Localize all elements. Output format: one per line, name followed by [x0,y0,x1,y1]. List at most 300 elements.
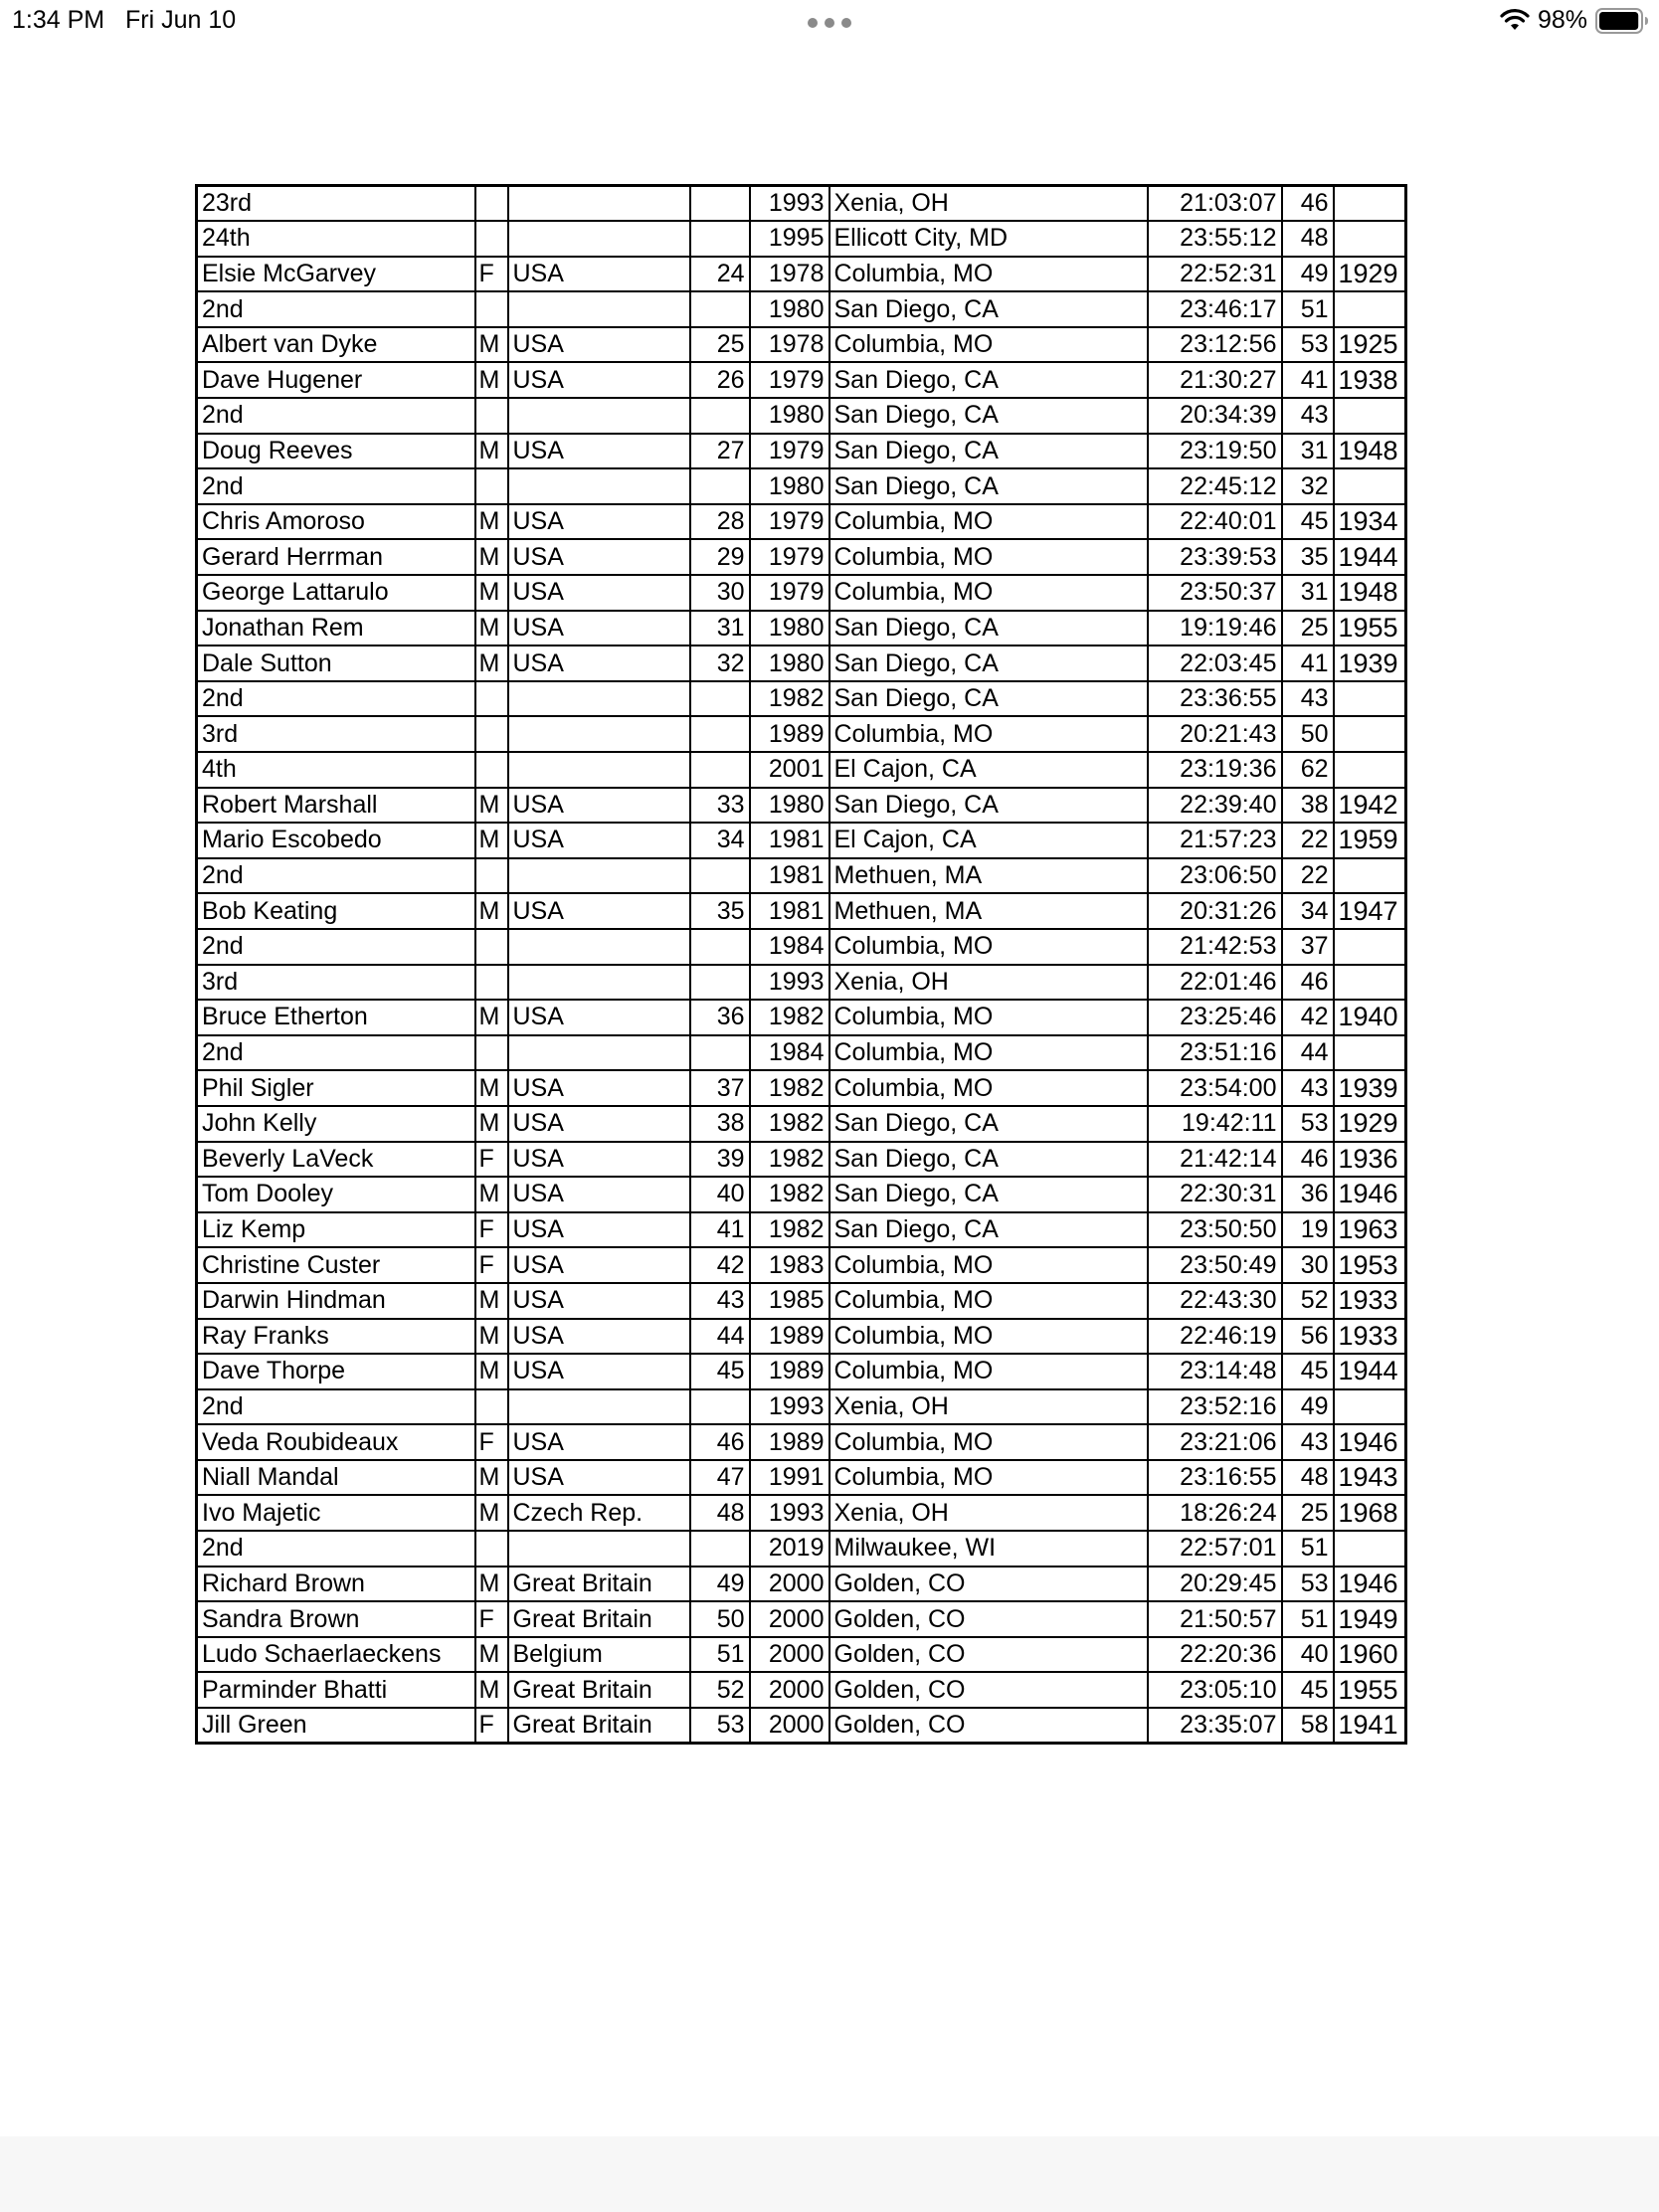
time-cell: 23:25:46 [1148,1000,1282,1035]
age-cell: 51 [1282,291,1334,327]
age-cell: 48 [1282,1460,1334,1496]
time-cell: 21:03:07 [1148,186,1282,222]
time-cell: 23:39:53 [1148,539,1282,575]
location-cell: Columbia, MO [830,575,1148,611]
year-cell: 1980 [750,645,830,681]
name-cell: Sandra Brown [197,1601,475,1637]
year-cell: 1978 [750,327,830,363]
time-cell: 23:16:55 [1148,1460,1282,1496]
year-cell: 1980 [750,788,830,824]
name-cell: Dave Hugener [197,362,475,398]
time-cell: 22:45:12 [1148,468,1282,504]
time-cell: 23:14:48 [1148,1354,1282,1389]
entry-number-cell: 45 [690,1354,750,1389]
age-cell: 48 [1282,221,1334,257]
sex-cell: M [475,504,508,540]
time-cell: 21:50:57 [1148,1601,1282,1637]
time-cell: 22:03:45 [1148,645,1282,681]
entry-number-cell [690,929,750,965]
time-cell: 23:50:50 [1148,1212,1282,1248]
time-cell: 22:57:01 [1148,1531,1282,1567]
year-cell: 1984 [750,1035,830,1071]
country-cell: USA [508,1319,690,1355]
year-cell: 1979 [750,362,830,398]
birth-year-cell: 1946 [1334,1567,1406,1602]
age-cell: 40 [1282,1637,1334,1673]
location-cell: Golden, CO [830,1567,1148,1602]
table-row [197,362,1406,398]
location-cell: San Diego, CA [830,468,1148,504]
year-cell: 2000 [750,1637,830,1673]
sex-cell: M [475,1495,508,1531]
table-row [197,468,1406,504]
sex-cell: M [475,611,508,646]
sex-cell: M [475,434,508,469]
sex-cell: M [475,1637,508,1673]
name-cell: 3rd [197,716,475,752]
year-cell: 1979 [750,539,830,575]
entry-number-cell [690,716,750,752]
time-cell: 21:42:14 [1148,1142,1282,1178]
birth-year-cell: 1959 [1334,823,1406,858]
multitasking-dots-icon[interactable] [808,18,851,28]
entry-number-cell [690,1035,750,1071]
year-cell: 1989 [750,1354,830,1389]
table-row [197,504,1406,540]
results-table [195,184,1407,1745]
age-cell: 22 [1282,858,1334,894]
age-cell: 53 [1282,1106,1334,1142]
sex-cell: F [475,1424,508,1460]
year-cell: 1980 [750,291,830,327]
birth-year-cell: 1943 [1334,1460,1406,1496]
table-row [197,1106,1406,1142]
birth-year-cell: 1948 [1334,434,1406,469]
table-row [197,539,1406,575]
sex-cell: M [475,575,508,611]
table-row [197,1354,1406,1389]
country-cell: USA [508,1283,690,1319]
age-cell: 43 [1282,681,1334,717]
country-cell [508,186,690,222]
location-cell: Columbia, MO [830,257,1148,292]
sex-cell: F [475,1142,508,1178]
age-cell: 43 [1282,1424,1334,1460]
name-cell: 2nd [197,1531,475,1567]
country-cell: USA [508,327,690,363]
time-cell: 23:52:16 [1148,1389,1282,1425]
sex-cell [475,221,508,257]
name-cell: 2nd [197,858,475,894]
time-cell: 23:19:50 [1148,434,1282,469]
time-cell: 20:29:45 [1148,1567,1282,1602]
sex-cell: M [475,1000,508,1035]
year-cell: 1982 [750,1000,830,1035]
country-cell: USA [508,645,690,681]
entry-number-cell [690,468,750,504]
country-cell [508,291,690,327]
table-row [197,1460,1406,1496]
status-date: Fri Jun 10 [125,6,237,34]
year-cell: 1981 [750,893,830,929]
name-cell: Bob Keating [197,893,475,929]
birth-year-cell: 1968 [1334,1495,1406,1531]
year-cell: 1982 [750,1142,830,1178]
year-cell: 1989 [750,1319,830,1355]
time-cell: 23:50:49 [1148,1247,1282,1283]
country-cell: USA [508,257,690,292]
year-cell: 1979 [750,434,830,469]
birth-year-cell: 1946 [1334,1177,1406,1212]
entry-number-cell: 28 [690,504,750,540]
location-cell: Golden, CO [830,1637,1148,1673]
country-cell: Belgium [508,1637,690,1673]
time-cell: 23:21:06 [1148,1424,1282,1460]
sex-cell: M [475,645,508,681]
sex-cell: M [475,1567,508,1602]
year-cell: 1993 [750,186,830,222]
year-cell: 2019 [750,1531,830,1567]
name-cell: Bruce Etherton [197,1000,475,1035]
birth-year-cell [1334,221,1406,257]
entry-number-cell: 44 [690,1319,750,1355]
location-cell: Golden, CO [830,1672,1148,1708]
sex-cell: M [475,1177,508,1212]
sex-cell: M [475,1460,508,1496]
entry-number-cell [690,221,750,257]
name-cell: 2nd [197,398,475,434]
name-cell: Liz Kemp [197,1212,475,1248]
name-cell: Christine Custer [197,1247,475,1283]
location-cell: Columbia, MO [830,1283,1148,1319]
birth-year-cell [1334,186,1406,222]
age-cell: 45 [1282,504,1334,540]
location-cell: Golden, CO [830,1601,1148,1637]
location-cell: Columbia, MO [830,1070,1148,1106]
table-row [197,434,1406,469]
name-cell: Mario Escobedo [197,823,475,858]
entry-number-cell [690,858,750,894]
sex-cell: M [475,823,508,858]
age-cell: 62 [1282,752,1334,788]
age-cell: 52 [1282,1283,1334,1319]
table-row [197,1212,1406,1248]
birth-year-cell: 1940 [1334,1000,1406,1035]
sex-cell: M [475,327,508,363]
age-cell: 36 [1282,1177,1334,1212]
table-row [197,1070,1406,1106]
year-cell: 1982 [750,1212,830,1248]
location-cell: Columbia, MO [830,1354,1148,1389]
time-cell: 21:30:27 [1148,362,1282,398]
birth-year-cell [1334,929,1406,965]
age-cell: 53 [1282,327,1334,363]
year-cell: 1984 [750,929,830,965]
age-cell: 50 [1282,716,1334,752]
name-cell: Phil Sigler [197,1070,475,1106]
birth-year-cell [1334,468,1406,504]
birth-year-cell: 1955 [1334,611,1406,646]
country-cell: USA [508,1460,690,1496]
bottom-bar [0,2136,1659,2212]
entry-number-cell: 50 [690,1601,750,1637]
sex-cell: M [475,1070,508,1106]
table-row [197,257,1406,292]
age-cell: 46 [1282,1142,1334,1178]
sex-cell [475,965,508,1001]
country-cell: USA [508,1354,690,1389]
name-cell: 2nd [197,468,475,504]
entry-number-cell: 47 [690,1460,750,1496]
table-row [197,893,1406,929]
country-cell: USA [508,434,690,469]
country-cell: USA [508,788,690,824]
entry-number-cell: 25 [690,327,750,363]
country-cell: Great Britain [508,1708,690,1744]
birth-year-cell: 1947 [1334,893,1406,929]
location-cell: Columbia, MO [830,1424,1148,1460]
time-cell: 22:40:01 [1148,504,1282,540]
sex-cell: F [475,1708,508,1744]
table-row [197,1283,1406,1319]
table-row [197,1708,1406,1744]
age-cell: 41 [1282,362,1334,398]
entry-number-cell [690,398,750,434]
location-cell: San Diego, CA [830,1212,1148,1248]
name-cell: Dave Thorpe [197,1354,475,1389]
country-cell: USA [508,893,690,929]
entry-number-cell: 38 [690,1106,750,1142]
sex-cell: M [475,893,508,929]
country-cell: USA [508,1177,690,1212]
year-cell: 2000 [750,1708,830,1744]
birth-year-cell: 1960 [1334,1637,1406,1673]
name-cell: Tom Dooley [197,1177,475,1212]
year-cell: 1993 [750,1389,830,1425]
country-cell: USA [508,611,690,646]
location-cell: Methuen, MA [830,893,1148,929]
table-row [197,291,1406,327]
entry-number-cell: 36 [690,1000,750,1035]
table-row [197,788,1406,824]
time-cell: 23:35:07 [1148,1708,1282,1744]
country-cell [508,398,690,434]
table-row [197,1637,1406,1673]
country-cell [508,1035,690,1071]
year-cell: 1980 [750,611,830,646]
location-cell: Columbia, MO [830,1000,1148,1035]
birth-year-cell: 1936 [1334,1142,1406,1178]
sex-cell [475,752,508,788]
location-cell: Xenia, OH [830,965,1148,1001]
country-cell: USA [508,1424,690,1460]
birth-year-cell [1334,681,1406,717]
name-cell: Veda Roubideaux [197,1424,475,1460]
birth-year-cell: 1949 [1334,1601,1406,1637]
sex-cell [475,1389,508,1425]
birth-year-cell: 1944 [1334,1354,1406,1389]
location-cell: San Diego, CA [830,291,1148,327]
year-cell: 1982 [750,1106,830,1142]
time-cell: 22:20:36 [1148,1637,1282,1673]
sex-cell: M [475,1106,508,1142]
birth-year-cell: 1925 [1334,327,1406,363]
year-cell: 1979 [750,575,830,611]
birth-year-cell: 1948 [1334,575,1406,611]
entry-number-cell: 24 [690,257,750,292]
sex-cell [475,186,508,222]
name-cell: 2nd [197,1035,475,1071]
table-row [197,1531,1406,1567]
birth-year-cell: 1934 [1334,504,1406,540]
wifi-icon [1500,8,1530,32]
entry-number-cell: 33 [690,788,750,824]
entry-number-cell: 34 [690,823,750,858]
year-cell: 2000 [750,1672,830,1708]
location-cell: Columbia, MO [830,539,1148,575]
location-cell: San Diego, CA [830,681,1148,717]
age-cell: 31 [1282,575,1334,611]
year-cell: 1983 [750,1247,830,1283]
year-cell: 1982 [750,1070,830,1106]
time-cell: 22:30:31 [1148,1177,1282,1212]
entry-number-cell: 51 [690,1637,750,1673]
time-cell: 20:34:39 [1148,398,1282,434]
age-cell: 49 [1282,257,1334,292]
country-cell: Czech Rep. [508,1495,690,1531]
entry-number-cell: 30 [690,575,750,611]
birth-year-cell: 1963 [1334,1212,1406,1248]
time-cell: 20:31:26 [1148,893,1282,929]
country-cell [508,752,690,788]
entry-number-cell [690,1531,750,1567]
age-cell: 46 [1282,186,1334,222]
time-cell: 23:54:00 [1148,1070,1282,1106]
entry-number-cell: 43 [690,1283,750,1319]
table-row [197,1177,1406,1212]
time-cell: 19:42:11 [1148,1106,1282,1142]
country-cell: USA [508,1000,690,1035]
location-cell: San Diego, CA [830,1177,1148,1212]
time-cell: 21:42:53 [1148,929,1282,965]
name-cell: 2nd [197,1389,475,1425]
time-cell: 21:57:23 [1148,823,1282,858]
year-cell: 1978 [750,257,830,292]
year-cell: 1989 [750,716,830,752]
sex-cell [475,858,508,894]
name-cell: 2nd [197,681,475,717]
country-cell: Great Britain [508,1567,690,1602]
location-cell: Columbia, MO [830,1460,1148,1496]
entry-number-cell: 39 [690,1142,750,1178]
table-row [197,681,1406,717]
battery-percent: 98% [1538,6,1588,34]
age-cell: 32 [1282,468,1334,504]
country-cell [508,221,690,257]
location-cell: Columbia, MO [830,504,1148,540]
entry-number-cell: 46 [690,1424,750,1460]
table-row [197,823,1406,858]
location-cell: Columbia, MO [830,1247,1148,1283]
entry-number-cell: 32 [690,645,750,681]
table-row [197,1319,1406,1355]
table-row [197,1424,1406,1460]
country-cell: USA [508,823,690,858]
age-cell: 41 [1282,645,1334,681]
table-row [197,1035,1406,1071]
age-cell: 31 [1282,434,1334,469]
birth-year-cell: 1938 [1334,362,1406,398]
location-cell: El Cajon, CA [830,752,1148,788]
year-cell: 1993 [750,965,830,1001]
name-cell: George Lattarulo [197,575,475,611]
name-cell: Dale Sutton [197,645,475,681]
entry-number-cell [690,681,750,717]
age-cell: 51 [1282,1601,1334,1637]
sex-cell: M [475,1672,508,1708]
time-cell: 18:26:24 [1148,1495,1282,1531]
time-cell: 23:05:10 [1148,1672,1282,1708]
age-cell: 43 [1282,1070,1334,1106]
entry-number-cell: 53 [690,1708,750,1744]
table-row [197,1495,1406,1531]
location-cell: San Diego, CA [830,788,1148,824]
age-cell: 42 [1282,1000,1334,1035]
birth-year-cell [1334,1389,1406,1425]
country-cell: USA [508,1142,690,1178]
birth-year-cell [1334,291,1406,327]
sex-cell: M [475,362,508,398]
birth-year-cell: 1933 [1334,1283,1406,1319]
sex-cell: M [475,539,508,575]
sex-cell: F [475,1601,508,1637]
country-cell [508,681,690,717]
table-row [197,221,1406,257]
age-cell: 45 [1282,1354,1334,1389]
country-cell [508,929,690,965]
time-cell: 23:12:56 [1148,327,1282,363]
location-cell: Golden, CO [830,1708,1148,1744]
status-bar [0,0,1659,44]
sex-cell [475,681,508,717]
location-cell: San Diego, CA [830,1106,1148,1142]
location-cell: Xenia, OH [830,186,1148,222]
age-cell: 30 [1282,1247,1334,1283]
age-cell: 22 [1282,823,1334,858]
age-cell: 38 [1282,788,1334,824]
table-row [197,611,1406,646]
country-cell: Great Britain [508,1672,690,1708]
birth-year-cell [1334,398,1406,434]
country-cell: USA [508,1070,690,1106]
name-cell: Ludo Schaerlaeckens [197,1637,475,1673]
entry-number-cell: 29 [690,539,750,575]
country-cell [508,468,690,504]
birth-year-cell: 1944 [1334,539,1406,575]
name-cell: 2nd [197,929,475,965]
time-cell: 23:46:17 [1148,291,1282,327]
sex-cell: F [475,257,508,292]
year-cell: 1981 [750,858,830,894]
location-cell: Columbia, MO [830,1035,1148,1071]
table-row [197,1567,1406,1602]
table-row [197,1247,1406,1283]
time-cell: 23:36:55 [1148,681,1282,717]
location-cell: El Cajon, CA [830,823,1148,858]
country-cell [508,965,690,1001]
table-row [197,965,1406,1001]
name-cell: Gerard Herrman [197,539,475,575]
